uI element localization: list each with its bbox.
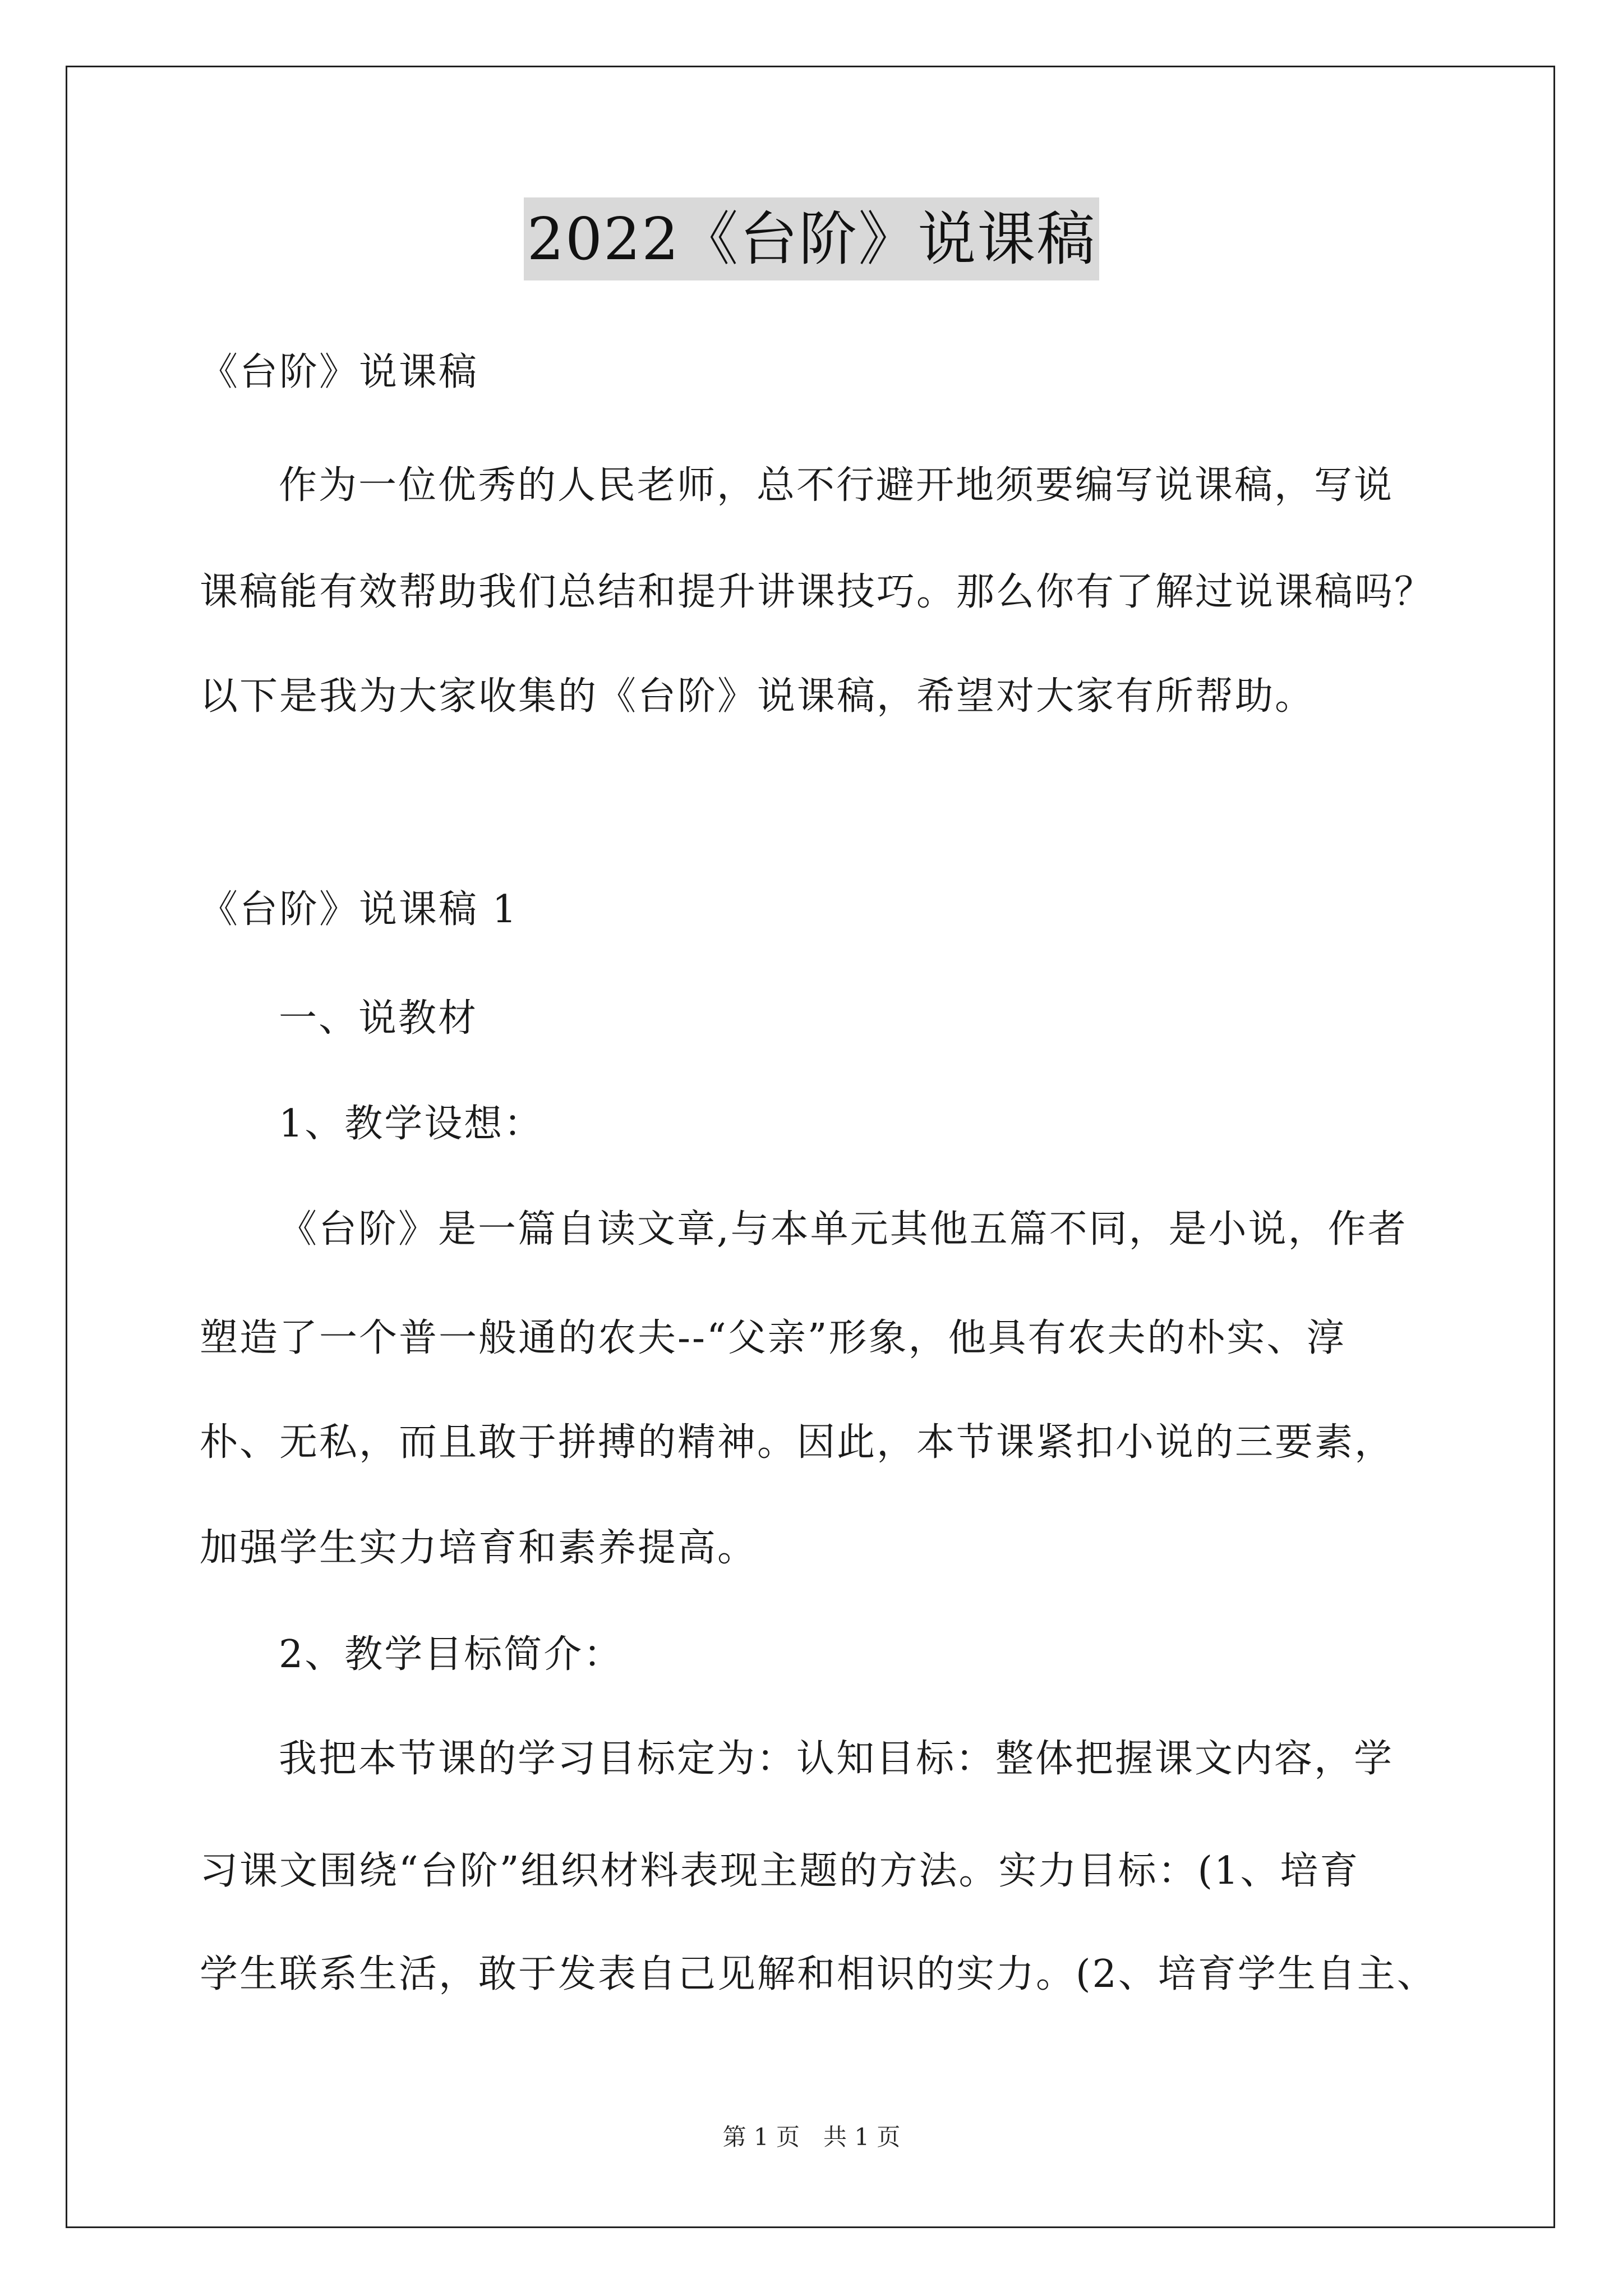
paragraph-line: 课稿能有效帮助我们总结和提升讲课技巧。那么你有了解过说课稿吗？ xyxy=(200,570,1435,614)
document-title: 2022《台阶》说课稿 xyxy=(524,197,1100,280)
paragraph-line: 习课文围绕“台阶”组织材料表现主题的方法。实力目标：(1、培育 xyxy=(200,1849,1360,1893)
section-heading: 《台阶》说课稿 xyxy=(200,350,479,394)
document-title-wrapper xyxy=(0,197,1623,280)
subheading: 一、说教材 xyxy=(279,996,478,1041)
page-number-footer: 第 1 页 共 1 页 xyxy=(722,2123,901,2151)
paragraph-line: 学生联系生活，敢于发表自己见解和相识的实力。(2、培育学生自主、 xyxy=(200,1952,1437,1996)
paragraph-line: 作为一位优秀的人民老师，总不行避开地须要编写说课稿，写说 xyxy=(279,463,1394,508)
section-heading: 《台阶》说课稿 1 xyxy=(200,887,518,932)
paragraph-line: 我把本节课的学习目标定为：认知目标：整体把握课文内容，学 xyxy=(279,1737,1394,1781)
paragraph-line: 《台阶》是一篇自读文章,与本单元其他五篇不同，是小说，作者 xyxy=(279,1207,1408,1251)
paragraph-line: 加强学生实力培育和素养提高。 xyxy=(200,1526,758,1570)
paragraph-line: 塑造了一个普一般通的农夫--“父亲”形象，他具有农夫的朴实、淳 xyxy=(200,1316,1347,1360)
subheading: 1、教学设想： xyxy=(279,1102,544,1146)
paragraph-line: 以下是我为大家收集的《台阶》说课稿，希望对大家有所帮助。 xyxy=(200,674,1315,719)
subheading: 2、教学目标简介： xyxy=(279,1632,624,1677)
paragraph-line: 朴、无私，而且敢于拼搏的精神。因此，本节课紧扣小说的三要素， xyxy=(200,1420,1395,1465)
